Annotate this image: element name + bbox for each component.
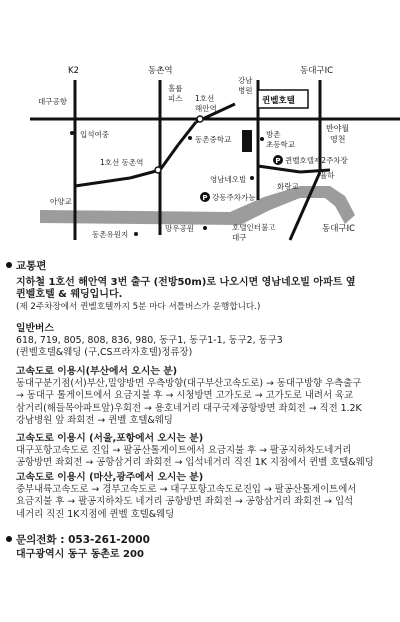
label-dongdaegu-ic-top: 동대구IC xyxy=(300,66,334,76)
hotel-marker xyxy=(242,130,252,152)
label-dongdaegu-ic-bottom: 동대구IC xyxy=(322,224,356,234)
label-yulha: 율하 xyxy=(320,171,335,180)
route-masan: 고속도로 이용시 (마산,광주에서 오시는 분) 중부내륙고속도로 → 경부고속도로 → 대구포항고속도로진입 → 팔공산톨게이트에서 요금지불 후 → 팔공지하차도 네거리 공항방면 좌회전 → 공항삼거리 좌회전 → 입석 네거리 직진 1K지점에 퀸벨 호텔&웨딩 xyxy=(16,472,357,520)
label-hotel-inter: 호텔인터불고 대구 xyxy=(232,223,276,242)
svg-text:P: P xyxy=(202,194,208,202)
contact-phone: 053-261-2000 xyxy=(68,534,150,546)
label-hwarangyo: 화랑교 xyxy=(277,182,299,191)
label-parking2: 퀸벨호텔제2주차장 xyxy=(285,156,348,165)
contact-address: 대구광역시 동구 동촌로 200 xyxy=(16,549,144,560)
label-line1-dongchon: 1호선 동촌역 xyxy=(100,158,144,167)
contact-section-title: 문의전화 : 053-261-2000 xyxy=(6,532,150,547)
label-daegu-airport: 대구공항 xyxy=(38,97,67,106)
label-ipseok-middle: 입석여중 xyxy=(80,130,109,139)
bus-info: 일반버스 618, 719, 805, 808, 836, 980, 동구1, 동구1-1, 동구2, 동구3 (퀸벨호텔&웨딩 (구,CS프라자호텔)정류장) xyxy=(16,323,283,359)
label-gangdong-parking: 강동주차가능 xyxy=(212,193,256,202)
label-bangchon-elem: 방촌 초등학교 xyxy=(266,130,295,149)
label-dongchon-middle: 동촌중학교 xyxy=(195,135,232,144)
subway-info: 지하철 1호선 해안역 3번 출구 (전방50m)로 나오시면 영남네오빌 아파트 옆 퀸벨호텔 & 웨딩입니다. (제 2주차장에서 퀸벨호텔까지 5분 마다 셔틀버스가 운행합니다.) xyxy=(16,277,356,313)
route-busan: 고속도로 이용시(부산에서 오시는 분) 동대구분기점(서)부산,밀양방면 우측방향(대구부산고속도로) → 동대구방향 우측출구 → 동대구 톨게이트에서 요금지불 후 → 시청방면 고가도로 → 고가도로 내려서 육교 삼거리(해들목아파트앞)우회전 → 용호네거리 대구국제공항방면 좌회전 → 직전 1.2K 강남병원 앞 좌회전 → 퀸벨 호텔&웨딩 xyxy=(16,366,362,426)
route-seoul: 고속도로 이용시 (서울,포항에서 오시는 분) 대구포항고속도로 진입 → 팔공산톨게이트에서 요금지불 후 → 팔공지하차도네거리 공항방면 좌회전 → 공항삼거리 좌회전 → 입석네거리 직진 1K 지점에서 퀸벨 호텔&웨딩 xyxy=(16,433,374,469)
label-hollupis: 홀룹 피스 xyxy=(168,84,183,103)
river xyxy=(40,186,355,225)
label-banyawol: 반야월 영천 xyxy=(326,124,350,144)
label-yeongnam-apt: 영남네오빌 xyxy=(210,175,247,184)
label-gangnam-hospital: 강남 병원 xyxy=(238,76,253,95)
haean-station-marker xyxy=(197,116,203,122)
label-queenbell-hotel: 퀸벨호텔 xyxy=(262,96,295,106)
parking-icon xyxy=(273,155,283,165)
label-ayanggyo: 아양교 xyxy=(50,197,72,206)
traffic-section-title: 교통편 xyxy=(6,258,46,273)
label-mangwoo-park: 망우공원 xyxy=(165,224,194,233)
location-map xyxy=(0,0,400,255)
svg-text:P: P xyxy=(275,157,281,165)
label-dongchon-station: 동촌역 xyxy=(148,66,173,76)
label-k2: K2 xyxy=(68,66,79,76)
label-line1-haean: 1호선 해안역 xyxy=(195,94,217,113)
label-dongchon-resort: 동촌유원지 xyxy=(92,230,129,239)
parking-icon xyxy=(200,192,210,202)
dongchon-station-marker xyxy=(155,167,161,173)
bullet-icon xyxy=(6,262,12,268)
bullet-icon xyxy=(6,536,12,542)
